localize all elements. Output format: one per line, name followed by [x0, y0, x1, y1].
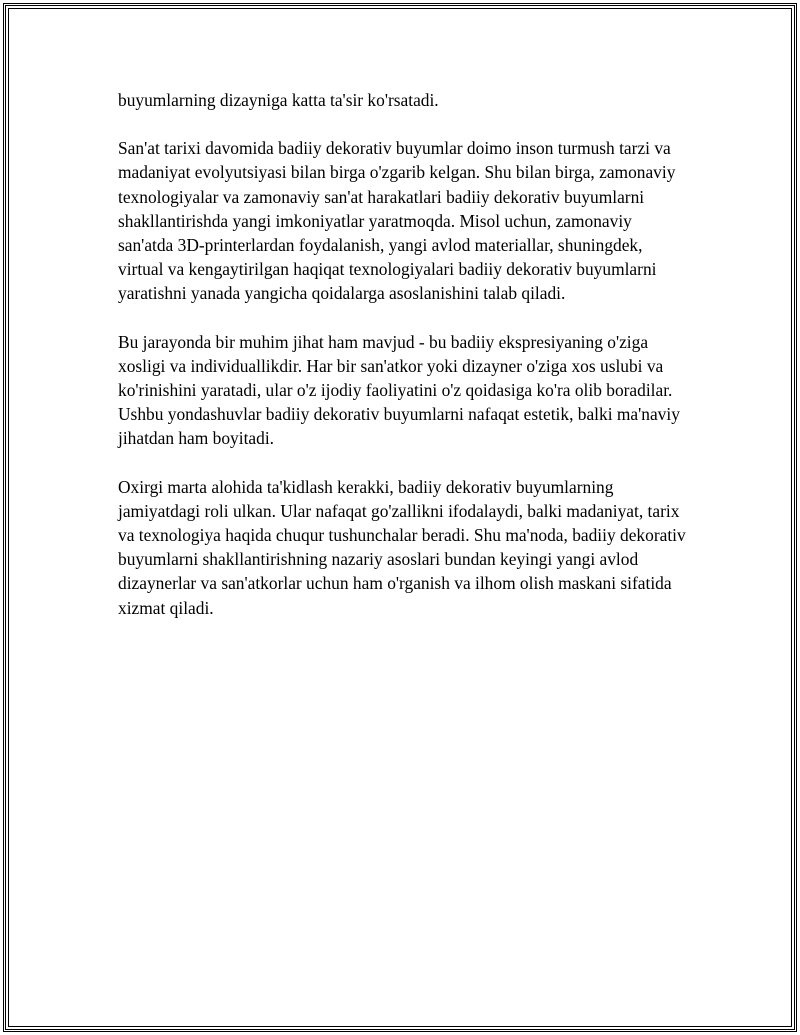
paragraph-1: buyumlarning dizayniga katta ta'sir ko'rsatadi.	[118, 90, 439, 110]
paragraph-2: San'at tarixi davomida badiiy dekorativ buyumlar doimo inson turmush tarzi va madaniyat evolyutsiyasi bilan birga o'zgarib kelgan. Shu bilan birga, zamonaviy texnologiyalar va zamonaviy san'at harakatlari badiiy dekorativ buyumlarni shakllantirishda yangi imkoniyatlar yaratmoqda. Misol uchun, zamonaviy san'atda 3D-printerlardan foydalanish, yangi avlod materiallar, shuningdek, virtual va kengaytirilgan haqiqat texnologiyalari badiiy dekorativ buyumlarni yaratishni yanada yangicha qoidalarga asoslanishini talab qiladi.	[118, 138, 676, 304]
paragraph-4: Oxirgi marta alohida ta'kidlash kerakki, badiiy dekorativ buyumlarning jamiyatdagi roli ulkan. Ular nafaqat go'zallikni ifodalaydi, balki madaniyat, tarix va texnologiya haqida chuqur tushunchalar beradi. Shu ma'noda, badiiy dekorativ buyumlarni shakllantirishning nazariy asoslari bundan keyingi yangi avlod dizaynerlar va san'atkorlar uchun ham o'rganish va ilhom olish maskani sifatida xizmat qiladi.	[118, 476, 686, 618]
paragraph-3: Bu jarayonda bir muhim jihat ham mavjud - bu badiiy ekspresiyaning o'ziga xosligi va individuallikdir. Har bir san'atkor yoki dizayner o'ziga xos uslubi va ko'rinishini yaratadi, ular o'z ijodiy faoliyatini o'z qoidasiga ko'ra olib boradilar. Ushbu yondashuvlar badiiy dekorativ buyumlarni nafaqat estetik, balki ma'naviy jihatdan ham boyitadi.	[118, 331, 680, 449]
document-body	[118, 88, 688, 644]
